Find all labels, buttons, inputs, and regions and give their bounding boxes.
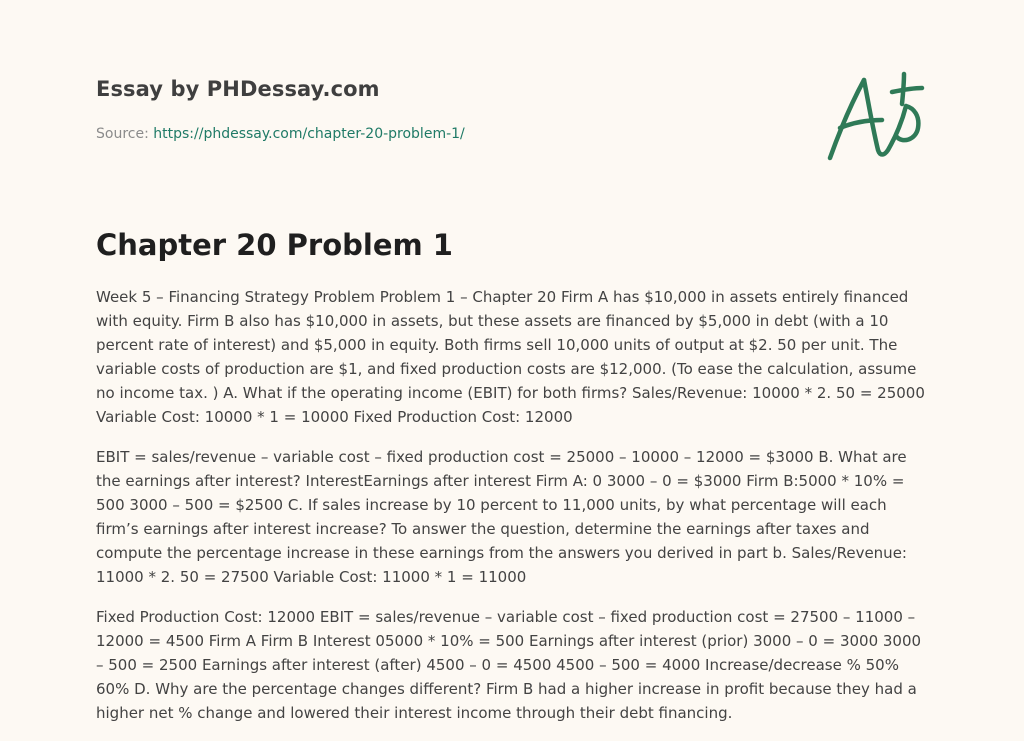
a-plus-logo-icon [822, 70, 926, 162]
source-label: Source: [96, 126, 149, 142]
header [96, 74, 736, 144]
page-title: Chapter 20 Problem 1 [96, 228, 453, 262]
brand-title: Essay by PHDessay.com [96, 77, 380, 101]
source-line [96, 124, 736, 144]
source-link[interactable]: https://phdessay.com/chapter-20-problem-1/ [153, 126, 465, 142]
paragraph: EBIT = sales/revenue – variable cost – fixed production cost = 25000 – 10000 – 12000 = $3000 B. What are the earnings after interest? InterestEarnings after interest Firm A: 0 3000 – 0 = $3000 Firm B:5000 * 10% = 500 3000 – 500 = $2500 C. If sales increase by 10 percent to 11,000 units, by what percentage will each firm’s earnings after interest increase? To answer the question, determine the earnings after taxes and compute the percentage increase in these earnings from the answers you derived in part b. Sales/Revenue: 11000 * 2. 50 = 27500 Variable Cost: 11000 * 1 = 11000 [96, 448, 907, 586]
paragraph: Fixed Production Cost: 12000 EBIT = sales/revenue – variable cost – fixed production cost = 27500 – 11000 – 12000 = 4500 Firm A Firm B Interest 05000 * 10% = 500 Earnings after interest (prior) 3000 – 0 = 3000 3000 – 500 = 2500 Earnings after interest (after) 4500 – 0 = 4500 4500 – 500 = 4000 Increase/decrease % 50% 60% D. Why are the percentage changes different? Firm B had a higher increase in profit because they had a higher net % change and lowered their interest income through their debt financing. [96, 608, 922, 722]
paragraph: Week 5 – Financing Strategy Problem Problem 1 – Chapter 20 Firm A has $10,000 in assets entirely financed with equity. Firm B also has $10,000 in assets, but these assets are financed by $5,000 in debt (with a 10 percent rate of interest) and $5,000 in equity. Both firms sell 10,000 units of output at $2. 50 per unit. The variable costs of production are $1, and fixed production costs are $12,000. (To ease the calculation, assume no income tax. ) A. What if the operating income (EBIT) for both firms? Sales/Revenue: 10000 * 2. 50 = 25000 Variable Cost: 10000 * 1 = 10000 Fixed Production Cost: 12000 [96, 288, 925, 426]
article-body [96, 285, 932, 741]
